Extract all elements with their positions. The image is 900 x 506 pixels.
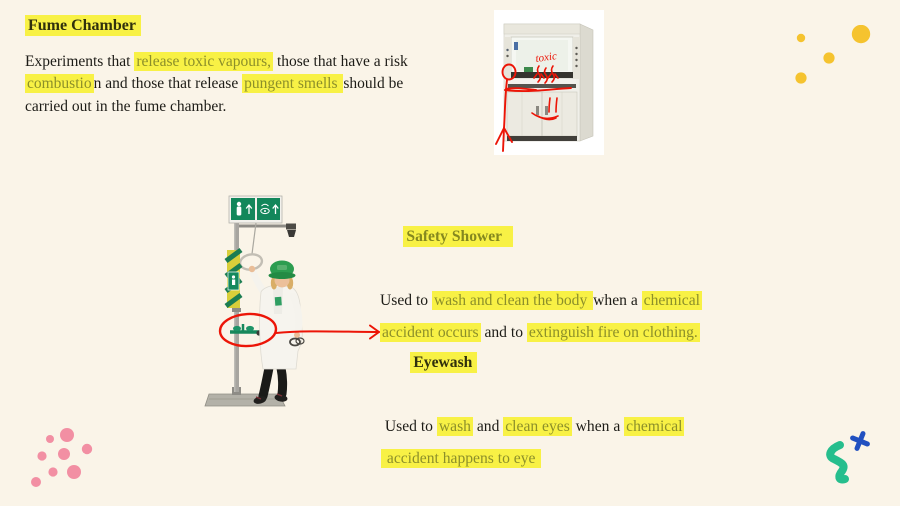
plain-text: should be bbox=[343, 75, 404, 93]
small-sign-icon bbox=[232, 275, 235, 278]
highlighted-text: clean eyes bbox=[505, 418, 570, 435]
highlighted-text: extinguish fire on clothing. bbox=[528, 324, 698, 341]
teal-squiggle-decor bbox=[830, 445, 845, 479]
pull-cable bbox=[252, 223, 256, 254]
small-sign-icon bbox=[232, 280, 235, 286]
fume-chamber-illustration bbox=[494, 10, 604, 155]
leg bbox=[263, 368, 269, 396]
paragraph-line bbox=[25, 51, 485, 73]
plain-text: when a bbox=[571, 418, 625, 435]
door-handle bbox=[536, 106, 539, 115]
highlighted-text: accident occurs bbox=[382, 324, 479, 341]
body-line bbox=[381, 411, 761, 443]
yellow-dots-decor bbox=[790, 25, 875, 85]
highlighted-text: chemical bbox=[643, 292, 700, 309]
blue-plus-decor bbox=[850, 431, 871, 452]
arrow-shaft bbox=[276, 331, 379, 333]
highlighted-text: wash and clean the body bbox=[433, 292, 592, 309]
pink-dots-decor bbox=[28, 428, 98, 492]
pink-dot bbox=[31, 477, 41, 487]
right-control-column bbox=[573, 37, 580, 79]
pink-dot bbox=[67, 465, 81, 479]
plain-text: n and those that release bbox=[93, 75, 243, 93]
yellow-dot bbox=[795, 72, 806, 83]
pole-collar bbox=[232, 308, 241, 312]
hand bbox=[249, 266, 255, 272]
helmet-badge bbox=[277, 265, 287, 270]
yellow-dot bbox=[797, 34, 805, 42]
eyewash-section bbox=[381, 315, 761, 475]
safety-shower-heading bbox=[380, 189, 760, 285]
safety-shower-heading-highlight: Safety Shower bbox=[403, 226, 513, 247]
safety-shower-photo bbox=[203, 192, 318, 414]
eyewash-heading-highlight: Eyewash bbox=[410, 352, 477, 373]
blue-bottle bbox=[514, 42, 518, 50]
plain-text: Used to bbox=[380, 292, 432, 309]
eyewash-heading bbox=[381, 315, 761, 411]
shower-person-icon bbox=[237, 202, 241, 206]
plain-text: and bbox=[472, 418, 504, 435]
plain-text: and to bbox=[480, 324, 527, 341]
left-control-column bbox=[504, 37, 511, 79]
door-handle bbox=[545, 106, 548, 115]
body-line bbox=[380, 285, 760, 317]
highlighted-text: chemical bbox=[626, 418, 683, 435]
red-arrow-annotation bbox=[272, 320, 392, 344]
kick-base bbox=[507, 136, 577, 141]
shirt-logo bbox=[275, 297, 282, 306]
safety-shower-illustration bbox=[203, 192, 318, 414]
leg bbox=[281, 368, 283, 394]
corner-decor bbox=[825, 428, 887, 496]
fume-chamber-title-highlight: Fume Chamber bbox=[25, 15, 141, 36]
bench-top bbox=[508, 79, 576, 84]
fume-chamber-title bbox=[25, 17, 141, 35]
highlighted-text: release toxic vapours, bbox=[136, 53, 272, 70]
plain-text: carried out in the fume chamber. bbox=[25, 97, 227, 115]
control-knob bbox=[575, 65, 577, 67]
control-knob bbox=[575, 53, 577, 55]
pink-dot bbox=[82, 444, 92, 454]
cabinet-cornice bbox=[504, 24, 580, 34]
shower-person-body bbox=[237, 207, 242, 216]
highlighted-text: combustio bbox=[27, 75, 92, 93]
pink-dot bbox=[37, 451, 46, 460]
paragraph-line bbox=[25, 96, 485, 118]
plain-text: when a bbox=[593, 292, 642, 309]
yellow-dot bbox=[852, 25, 870, 43]
control-knob bbox=[575, 59, 577, 61]
control-knob bbox=[575, 47, 577, 49]
base-plate bbox=[205, 394, 285, 406]
pink-dot bbox=[46, 435, 54, 443]
toxic-doodle-label: toxic bbox=[534, 50, 558, 65]
plain-text: those that have a risk bbox=[273, 53, 408, 70]
control-knob bbox=[506, 55, 508, 57]
plain-text: Experiments that bbox=[25, 53, 135, 70]
body-line bbox=[381, 443, 761, 475]
green-box bbox=[524, 67, 533, 72]
helmet-brim bbox=[269, 272, 296, 279]
plain-text: Used to bbox=[381, 418, 437, 435]
pink-dot bbox=[60, 428, 74, 442]
highlighted-text: pungent smells bbox=[244, 75, 342, 93]
pink-dot bbox=[48, 467, 57, 476]
shower-head bbox=[287, 230, 296, 237]
paragraph-line bbox=[25, 73, 485, 95]
eye-pupil bbox=[264, 210, 266, 212]
highlighted-text: wash bbox=[438, 418, 471, 435]
pink-dot bbox=[58, 448, 70, 460]
yellow-dot bbox=[823, 52, 834, 63]
fume-chamber-paragraph bbox=[25, 51, 485, 118]
fume-chamber-photo bbox=[494, 10, 604, 155]
control-knob bbox=[506, 49, 508, 51]
cabinet-side bbox=[580, 24, 593, 141]
green-safety-sign bbox=[229, 196, 282, 223]
highlighted-text: accident happens to eye bbox=[383, 450, 540, 467]
shower-elbow bbox=[286, 224, 296, 230]
hazard-stripe-board bbox=[226, 250, 241, 308]
